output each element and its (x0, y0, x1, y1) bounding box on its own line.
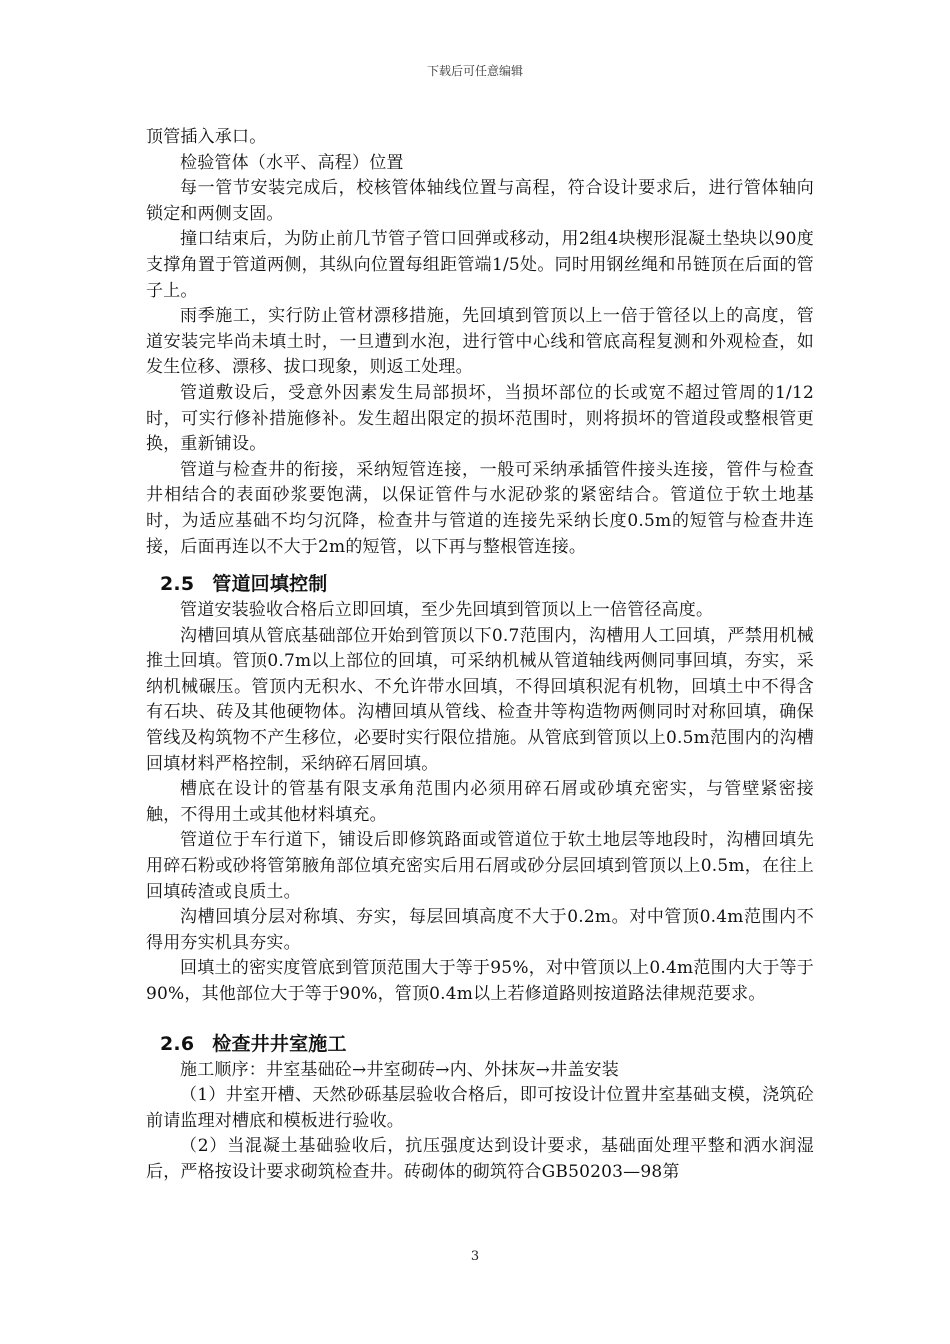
section-title: 检查井井室施工 (212, 1032, 347, 1055)
page-number: 3 (470, 1249, 480, 1264)
paragraph: 每一管节安装完成后，校核管体轴线位置与高程，符合设计要求后，进行管体轴向锁定和两侧支固。 (146, 178, 814, 224)
paragraph: （2）当混凝土基础验收后，抗压强度达到设计要求，基础面处理平整和洒水润湿后，严格按设计要求砌筑检查井。砖砌体的砌筑符合GB50203—98第 (146, 1136, 814, 1182)
paragraph: 撞口结束后，为防止前几节管子管口回弹或移动，用2组4块楔形混凝土垫块以90度支撑角置于管道两侧，其纵向位置每组距管端1/5处。同时用钢丝绳和吊链顶在后面的管子上。 (146, 229, 814, 301)
section-title: 管道回填控制 (212, 573, 328, 596)
paragraph: 顶管插入承口。 (146, 127, 267, 147)
paragraph: 管道与检查井的衔接，采纳短管连接，一般可采纳承插管件接头连接，管件与检查井相结合的表面砂浆要饱满，以保证管件与水泥砂浆的紧密结合。管道位于软土地基时，为适应基础不均匀沉降，检查井与管道的连接先采纳长度0.5m的短管与检查井连接，后面再连以不大于2m的短管，以下再与整根管连接。 (146, 459, 814, 557)
paragraph: （1）井室开槽、天然砂砾基层验收合格后，即可按设计位置井室基础支模，浇筑砼前请监理对槽底和模板进行验收。 (146, 1085, 814, 1131)
paragraph: 沟槽回填从管底基础部位开始到管顶以下0.7范围内，沟槽用人工回填，严禁用机械推土回填。管顶0.7m以上部位的回填，可采纳机械从管道轴线两侧同事回填，夯实，采纳机械碾压。管顶内无积水、不允许带水回填，不得回填积泥有机物，回填土中不得含有石块、砖及其他硬物体。沟槽回填从管线、检查井等构造物两侧同时对称回填，确保管线及构筑物不产生移位，必要时实行限位措施。从管底到管顶以上0.5m范围内的沟槽回填材料严格控制，采纳碎石屑回填。 (146, 625, 814, 774)
document-body (146, 125, 814, 1186)
paragraph: 管道敷设后，受意外因素发生局部损坏，当损坏部位的长或宽不超过管周的1/12时，可实行修补措施修补。发生超出限定的损坏范围时，则将损坏的管道段或整根管更换，重新铺设。 (146, 382, 814, 455)
paragraph: 沟槽回填分层对称填、夯实，每层回填高度不大于0.2m。对中管顶0.4m范围内不得用夯实机具夯实。 (146, 907, 814, 953)
section-heading-2-6 (146, 1030, 814, 1058)
paragraph: 雨季施工，实行防止管材漂移措施，先回填到管顶以上一倍于管径以上的高度，管道安装完毕尚未填土时，一旦遭到水泡，进行管中心线和管底高程复测和外观检查，如发生位移、漂移、拔口现象，则返工处理。 (146, 306, 814, 378)
paragraph: 施工顺序：井室基础砼→井室砌砖→内、外抹灰→井盖安装 (180, 1059, 619, 1080)
page-header: 下载后可任意编辑 (426, 64, 523, 78)
paragraph: 检验管体（水平、高程）位置 (180, 152, 404, 173)
section-heading-2-5 (146, 570, 814, 598)
paragraph: 槽底在设计的管基有限支承角范围内必须用碎石屑或砂填充密实，与管壁紧密接触，不得用土或其他材料填充。 (146, 779, 814, 825)
paragraph: 管道安装验收合格后立即回填，至少先回填到管顶以上一倍管径高度。 (180, 600, 714, 621)
paragraph: 回填土的密实度管底到管顶范围大于等于95%，对中管顶以上0.4m范围内大于等于90%，其他部位大于等于90%，管顶0.4m以上若修道路则按道路法律规范要求。 (146, 958, 814, 1004)
section-number: 2.5 (160, 573, 195, 596)
paragraph: 管道位于车行道下，铺设后即修筑路面或管道位于软土地层等地段时，沟槽回填先用碎石粉或砂将管第腋角部位填充密实后用石屑或砂分层回填到管顶以上0.5m，在往上回填砖渣或良质土。 (146, 830, 814, 902)
section-number: 2.6 (160, 1032, 195, 1055)
